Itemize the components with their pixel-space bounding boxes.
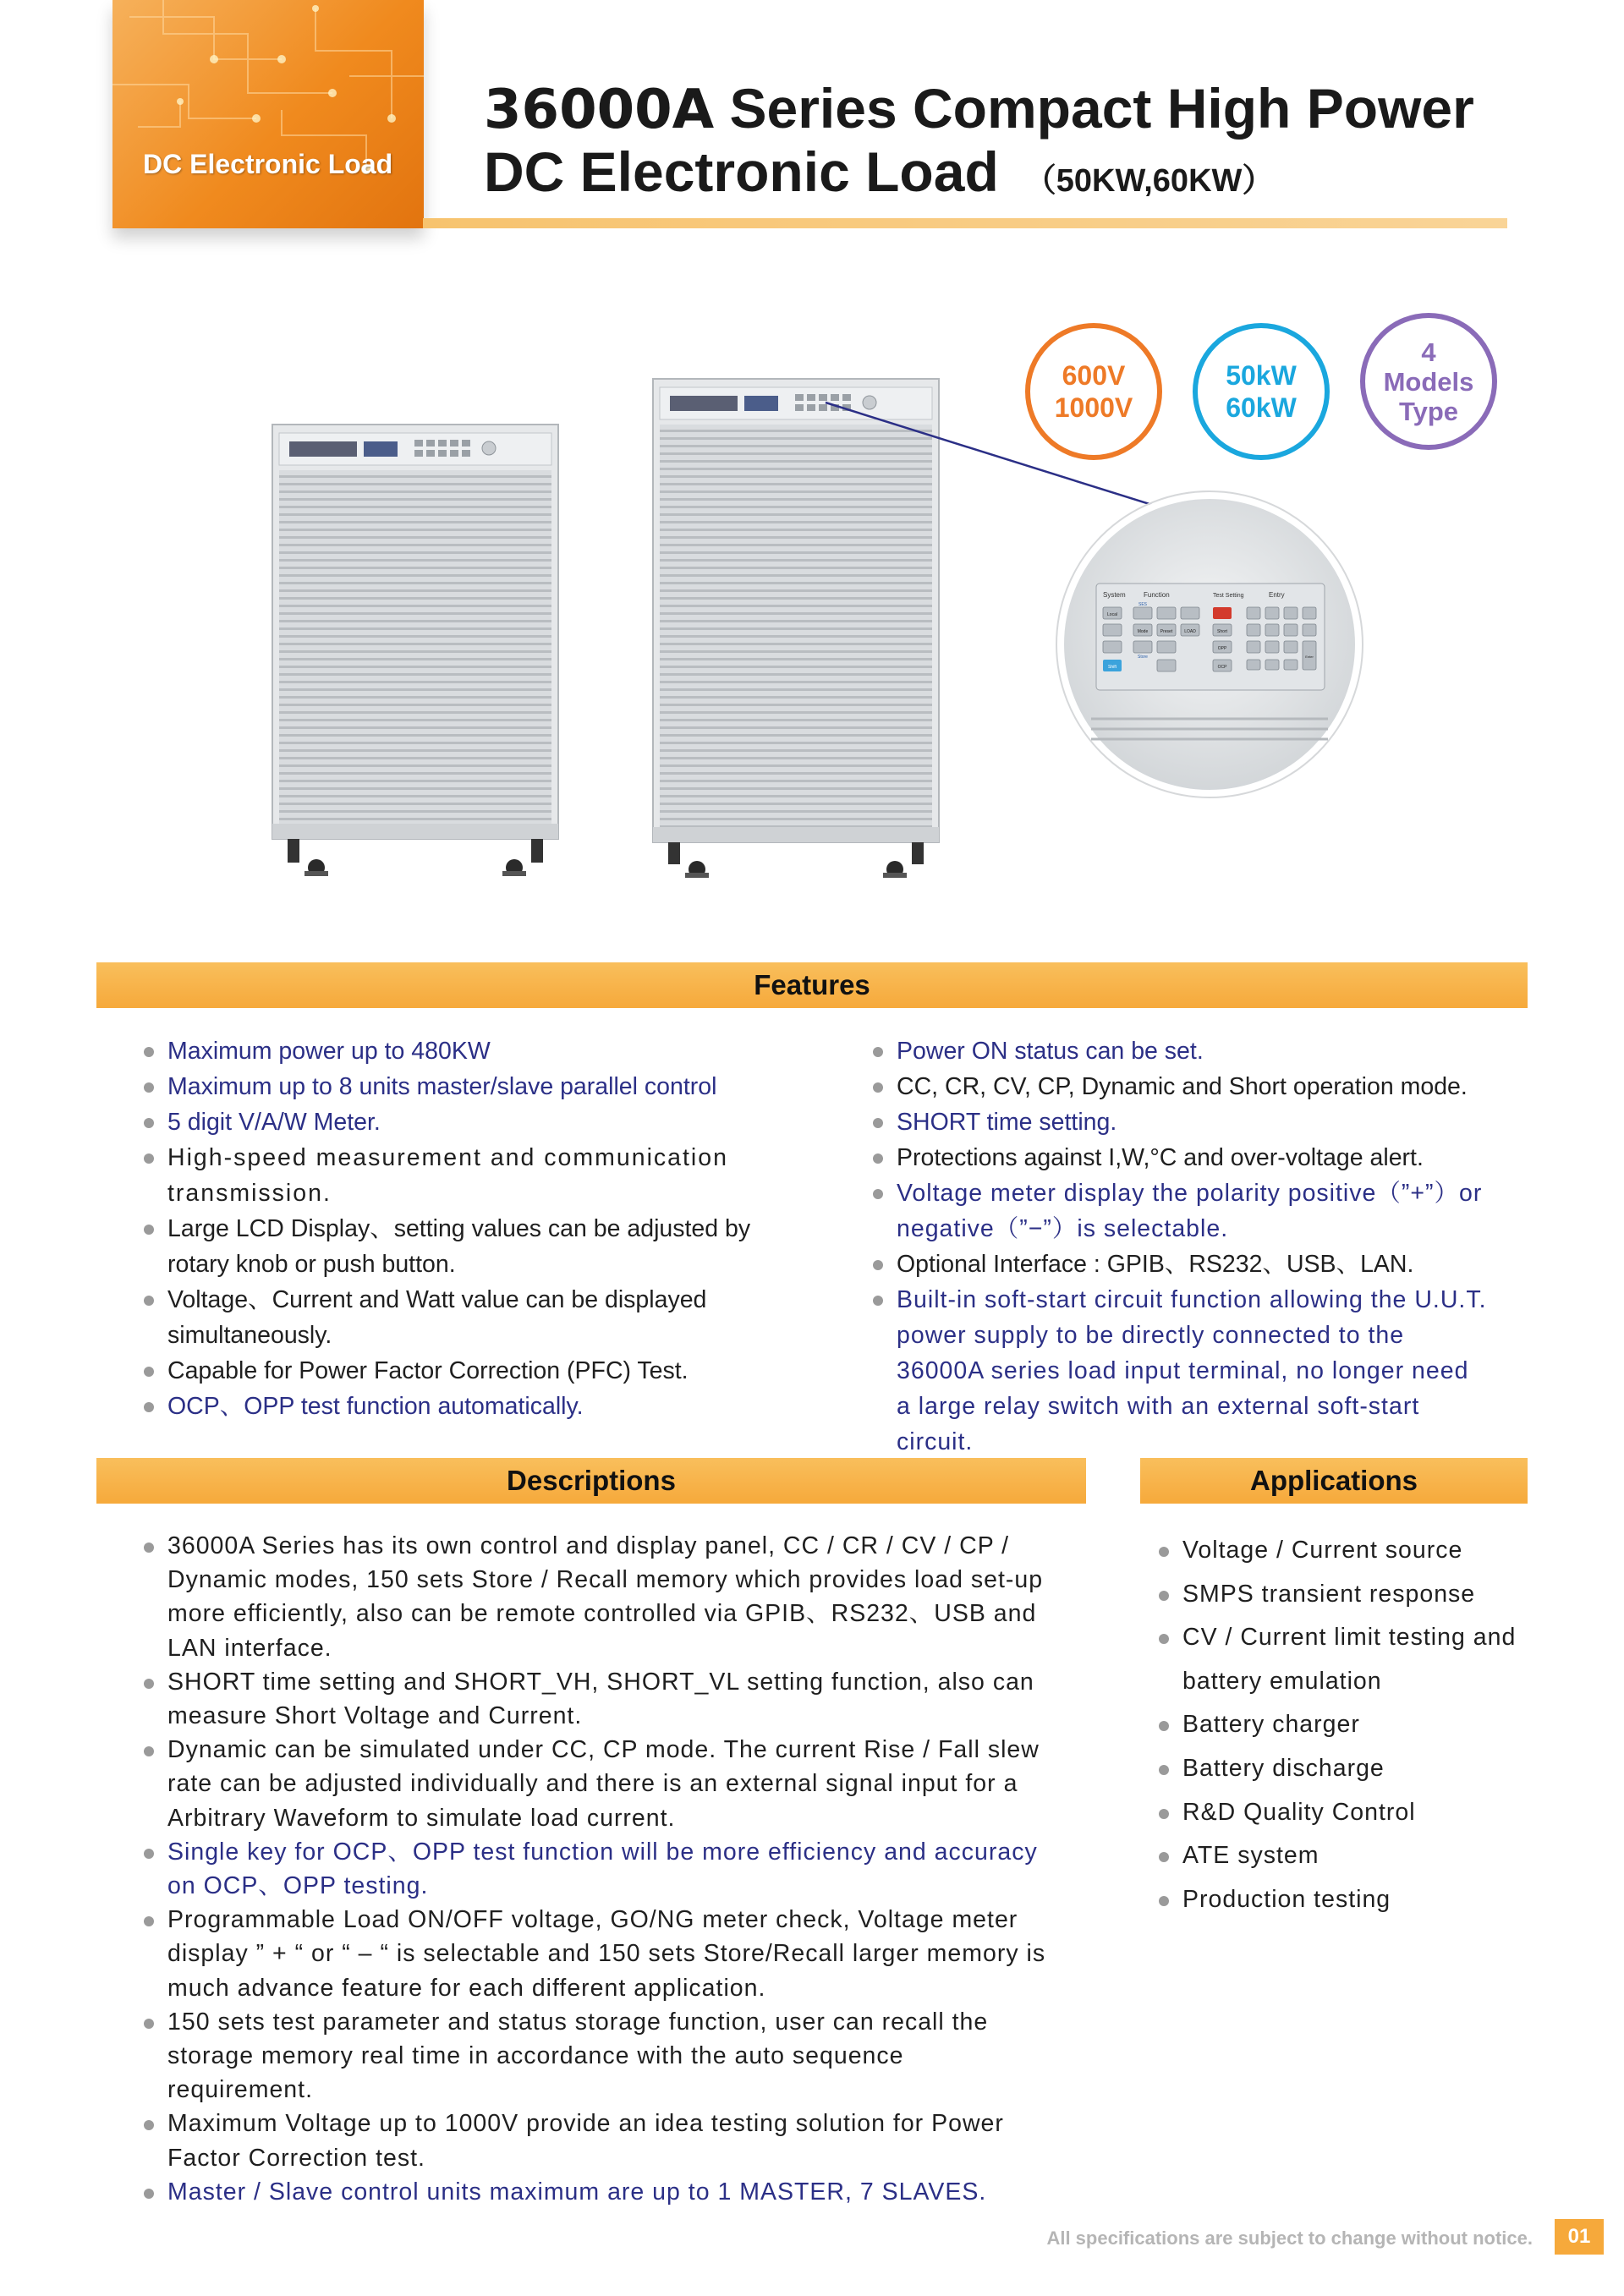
panel-group-label: Entry <box>1269 591 1285 599</box>
list-item: Dynamic can be simulated under CC, CP mode. The current Rise / Fall slew rate can be adjusted individually and there is an external signal input for a Arbitrary Waveform to simulate load current. <box>142 1733 1049 1835</box>
list-item: ATE system <box>1157 1834 1529 1878</box>
list-item: Voltage、Current and Watt value can be displayed simultaneously. <box>142 1282 785 1353</box>
large-cabinet-image <box>653 379 939 878</box>
page-title-line-2 <box>484 140 1274 204</box>
panel-key-label: Store <box>1138 655 1148 660</box>
front-panel-zoom <box>1056 491 1363 797</box>
list-item: OCP、OPP test function automatically. <box>142 1389 785 1424</box>
panel-key-label: OCP <box>1217 665 1227 670</box>
category-tab <box>112 0 424 228</box>
voltage-badge-value: 1000V <box>1054 392 1133 423</box>
product-illustration <box>254 364 1506 905</box>
panel-key-label: SES <box>1138 602 1148 607</box>
power-badge-value: 60kW <box>1226 392 1297 423</box>
features-header: Features <box>96 962 1528 1008</box>
list-item: Single key for OCP、OPP test function will be more efficiency and accuracy on OCP、OPP testing. <box>142 1835 1049 1903</box>
power-badge-value: 50kW <box>1226 360 1297 391</box>
list-item: CC, CR, CV, CP, Dynamic and Short operation mode. <box>871 1069 1489 1104</box>
list-item: High-speed measurement and communication transmission. <box>142 1140 785 1211</box>
list-item: SHORT time setting and SHORT_VH, SHORT_VL setting function, also can measure Short Voltage and Current. <box>142 1665 1049 1733</box>
panel-key-label: Enter <box>1305 655 1314 659</box>
panel-group-label: Function <box>1144 591 1170 599</box>
models-badge-text: Type <box>1398 396 1459 426</box>
page-number: 01 <box>1555 2219 1604 2255</box>
panel-key-label: Shift <box>1107 665 1117 670</box>
panel-group-label: System <box>1103 591 1126 599</box>
list-item: Protections against I,W,°C and over-voltage alert. <box>871 1140 1489 1175</box>
list-item: Master / Slave control units maximum are up to 1 MASTER, 7 SLAVES. <box>142 2175 1049 2209</box>
list-item: 36000A Series has its own control and display panel, CC / CR / CV / CP / Dynamic modes, 150 sets Store / Recall memory which provides load set-up more efficiently, also can be remote controlled via GPIB、RS232、USB and LAN interface. <box>142 1529 1049 1665</box>
small-cabinet-image <box>272 425 558 876</box>
list-item: Maximum Voltage up to 1000V provide an idea testing solution for Power Factor Correction test. <box>142 2107 1049 2174</box>
panel-key-label: LOAD <box>1184 629 1196 634</box>
panel-key-label: Short <box>1217 629 1227 634</box>
list-item: Built-in soft-start circuit function allowing the U.U.T. power supply to be directly connected to the 36000A series load input terminal, no longer need a large relay switch with an external soft-start circuit. <box>871 1282 1489 1460</box>
title-power-range: （50KW,60KW） <box>1023 163 1275 199</box>
list-item: Large LCD Display、setting values can be adjusted by rotary knob or push button. <box>142 1211 785 1282</box>
title-product: DC Electronic Load <box>484 140 999 203</box>
list-item: R&D Quality Control <box>1157 1791 1529 1835</box>
list-item: Capable for Power Factor Correction (PFC) Test. <box>142 1353 785 1389</box>
list-item: Battery discharge <box>1157 1747 1529 1791</box>
list-item: Programmable Load ON/OFF voltage, GO/NG meter check, Voltage meter display ” + “ or “ – “ is selectable and 150 sets Store/Recall larger memory is much advance feature for each different application. <box>142 1903 1049 2005</box>
title-underline <box>423 218 1507 228</box>
descriptions-list <box>142 1529 1049 2209</box>
panel-key-label: Preset <box>1160 629 1173 634</box>
list-item: Production testing <box>1157 1878 1529 1922</box>
list-item: Battery charger <box>1157 1703 1529 1747</box>
voltage-badge-value: 600V <box>1062 360 1126 391</box>
panel-key-label: OPP <box>1217 646 1227 651</box>
list-item: SMPS transient response <box>1157 1573 1529 1617</box>
list-item: Maximum power up to 480KW <box>142 1033 785 1069</box>
list-item: SHORT time setting. <box>871 1104 1489 1140</box>
list-item: 150 sets test parameter and status storage function, user can recall the storage memory real time in accordance with the auto sequence requirement. <box>142 2005 1049 2107</box>
list-item: Power ON status can be set. <box>871 1033 1489 1069</box>
features-left-list <box>142 1033 785 1424</box>
panel-key-label: Mode <box>1137 629 1149 634</box>
list-item: CV / Current limit testing and battery emulation <box>1157 1616 1529 1703</box>
title-rest: Series Compact High Power <box>714 77 1474 140</box>
list-item: 5 digit V/A/W Meter. <box>142 1104 785 1140</box>
panel-key-label: Local <box>1107 612 1117 617</box>
applications-header: Applications <box>1140 1458 1528 1504</box>
list-item: Optional Interface : GPIB、RS232、USB、LAN. <box>871 1247 1489 1282</box>
models-badge-text: Models <box>1383 366 1474 397</box>
models-badge-count: 4 <box>1421 337 1436 367</box>
circuit-board-pattern <box>112 0 424 228</box>
footer-disclaimer: All specifications are subject to change without notice. <box>1046 2228 1533 2249</box>
panel-group-label: Test Setting <box>1213 593 1244 599</box>
list-item: Maximum up to 8 units master/slave parallel control <box>142 1069 785 1104</box>
list-item: Voltage meter display the polarity positive（”+”）or negative（”−”）is selectable. <box>871 1175 1489 1247</box>
title-model: 36000A <box>484 79 715 141</box>
descriptions-header: Descriptions <box>96 1458 1086 1504</box>
page-title-line-1 <box>484 76 1474 141</box>
features-right-list <box>871 1033 1489 1460</box>
category-tab-label: DC Electronic Load <box>143 149 393 179</box>
applications-list <box>1157 1529 1529 1921</box>
list-item: Voltage / Current source <box>1157 1529 1529 1573</box>
